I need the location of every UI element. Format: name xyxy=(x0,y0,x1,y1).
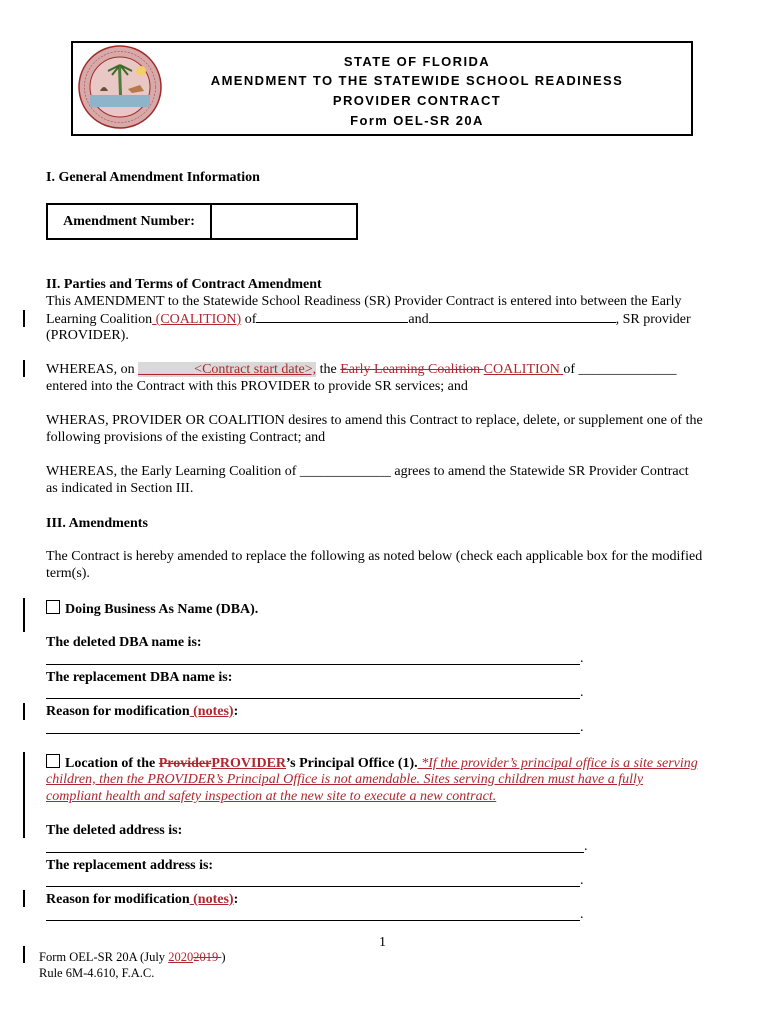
location-label: Location of the xyxy=(65,756,159,771)
whereas-1-line-2: entered into the Contract with this PROVIDER to provide SR services; and xyxy=(46,379,468,394)
coalition-name-blank[interactable] xyxy=(256,310,408,323)
location-note-2: children, then the PROVIDER’s Principal Office is not amendable. Sites serving children must have a fully xyxy=(46,772,644,787)
reason-text: Reason for modification xyxy=(46,704,190,719)
section-2-heading: II. Parties and Terms of Contract Amendment xyxy=(46,277,322,292)
dba-deleted-line[interactable] xyxy=(46,664,580,665)
dba-checkbox-label: Doing Business As Name (DBA). xyxy=(65,602,259,617)
amendment-number-field[interactable] xyxy=(212,205,356,238)
location-note-3: compliant health and safety inspection at the new site to execute a new contract. xyxy=(46,789,497,804)
deleted-coalition-text: Early Learning Coalition xyxy=(340,362,484,377)
change-bar xyxy=(23,752,25,838)
period: . xyxy=(580,873,584,888)
footer-form-text: Form OEL-SR 20A (July xyxy=(39,950,169,964)
change-bar xyxy=(23,598,25,632)
state-seal-icon xyxy=(78,45,162,129)
change-bar xyxy=(23,946,25,963)
footer-year-inserted: 2020 xyxy=(168,950,194,964)
whereas-3-line-2: as indicated in Section III. xyxy=(46,481,194,496)
address-replacement-label: The replacement address is: xyxy=(46,858,214,873)
notes-insertion: (notes) xyxy=(189,704,234,719)
dba-reason-line[interactable] xyxy=(46,733,580,734)
dba-reason-label xyxy=(46,703,238,721)
location-option xyxy=(46,754,698,773)
reason-colon: : xyxy=(233,704,239,719)
whereas-1-text: WHEREAS, on xyxy=(46,362,139,377)
parties-paragraph-line-2 xyxy=(46,310,691,329)
parties-paragraph-line-1: This AMENDMENT to the Statewide School Readiness (SR) Provider Contract is entered into between the Early xyxy=(46,294,682,309)
address-reason-label xyxy=(46,891,238,909)
whereas-2-line-1: WHERAS, PROVIDER OR COALITION desires to amend this Contract to replace, delete, or supplement one of the xyxy=(46,413,703,428)
amendments-intro-line-2: term(s). xyxy=(46,566,90,581)
whereas-1-line-1 xyxy=(46,361,677,379)
deleted-provider-text: Provider xyxy=(158,756,212,771)
change-bar xyxy=(23,360,25,377)
header-line-2: AMENDMENT TO THE STATEWIDE SCHOOL READINESS xyxy=(210,73,624,88)
amendments-intro-line-1: The Contract is hereby amended to replace the following as noted below (check each applicable box for the modified xyxy=(46,549,703,564)
amendment-number-label: Amendment Number: xyxy=(48,205,212,238)
dba-checkbox[interactable] xyxy=(46,600,60,614)
amendment-number-table xyxy=(46,203,358,240)
dba-replacement-line[interactable] xyxy=(46,698,580,699)
contract-start-date-field[interactable]: ________<Contract start date>, xyxy=(138,362,317,377)
header-line-4: Form OEL-SR 20A xyxy=(350,113,484,128)
change-bar xyxy=(23,890,25,907)
period: . xyxy=(580,651,584,666)
change-bar xyxy=(23,703,25,720)
parties-text-provider: , SR provider xyxy=(615,312,691,327)
dba-option xyxy=(46,600,258,619)
whereas-3-line-1: WHEREAS, the Early Learning Coalition of _____________ agrees to amend the Statewide SR Provider Contract xyxy=(46,464,689,479)
form-header xyxy=(71,41,693,136)
period: . xyxy=(580,907,584,922)
location-note-1: *If the provider’s principal office is a site serving xyxy=(417,756,698,771)
address-reason-line[interactable] xyxy=(46,920,580,921)
footer-form-end: ) xyxy=(221,950,226,964)
dba-replacement-label: The replacement DBA name is: xyxy=(46,670,233,685)
footer-rule: Rule 6M-4.610, F.A.C. xyxy=(39,966,155,980)
dba-deleted-label: The deleted DBA name is: xyxy=(46,635,202,650)
address-deleted-line[interactable] xyxy=(46,852,584,853)
reason-colon: : xyxy=(233,892,239,907)
period: . xyxy=(580,720,584,735)
reason-text: Reason for modification xyxy=(46,892,190,907)
parties-text: Learning Coalition xyxy=(46,312,153,327)
location-checkbox[interactable] xyxy=(46,754,60,768)
parties-text-of: of xyxy=(241,312,257,327)
whereas-1-the: the xyxy=(316,362,341,377)
location-label-end: ’s Principal Office (1). xyxy=(286,756,418,771)
footer-year-deleted: 2019 xyxy=(193,950,222,964)
period: . xyxy=(584,839,588,854)
inserted-provider-text: PROVIDER xyxy=(211,756,287,771)
section-3-heading: III. Amendments xyxy=(46,516,148,531)
address-replacement-line[interactable] xyxy=(46,886,580,887)
header-line-3: PROVIDER CONTRACT xyxy=(332,93,502,108)
whereas-2-line-2: following provisions of the existing Contract; and xyxy=(46,430,326,445)
footer-form-id xyxy=(39,949,225,965)
period: . xyxy=(580,685,584,700)
inserted-coalition-text: COALITION xyxy=(483,362,564,377)
change-bar xyxy=(23,310,25,327)
header-line-1: STATE OF FLORIDA xyxy=(343,54,491,69)
section-1-heading: I. General Amendment Information xyxy=(46,170,260,185)
whereas-1-of: of ______________ xyxy=(563,362,677,377)
parties-text-and: and xyxy=(408,312,429,327)
parties-paragraph-line-3: (PROVIDER). xyxy=(46,328,129,343)
coalition-insertion: (COALITION) xyxy=(152,312,242,327)
provider-name-blank[interactable] xyxy=(429,310,616,323)
notes-insertion: (notes) xyxy=(189,892,234,907)
address-deleted-label: The deleted address is: xyxy=(46,823,183,838)
page-number: 1 xyxy=(379,935,386,950)
